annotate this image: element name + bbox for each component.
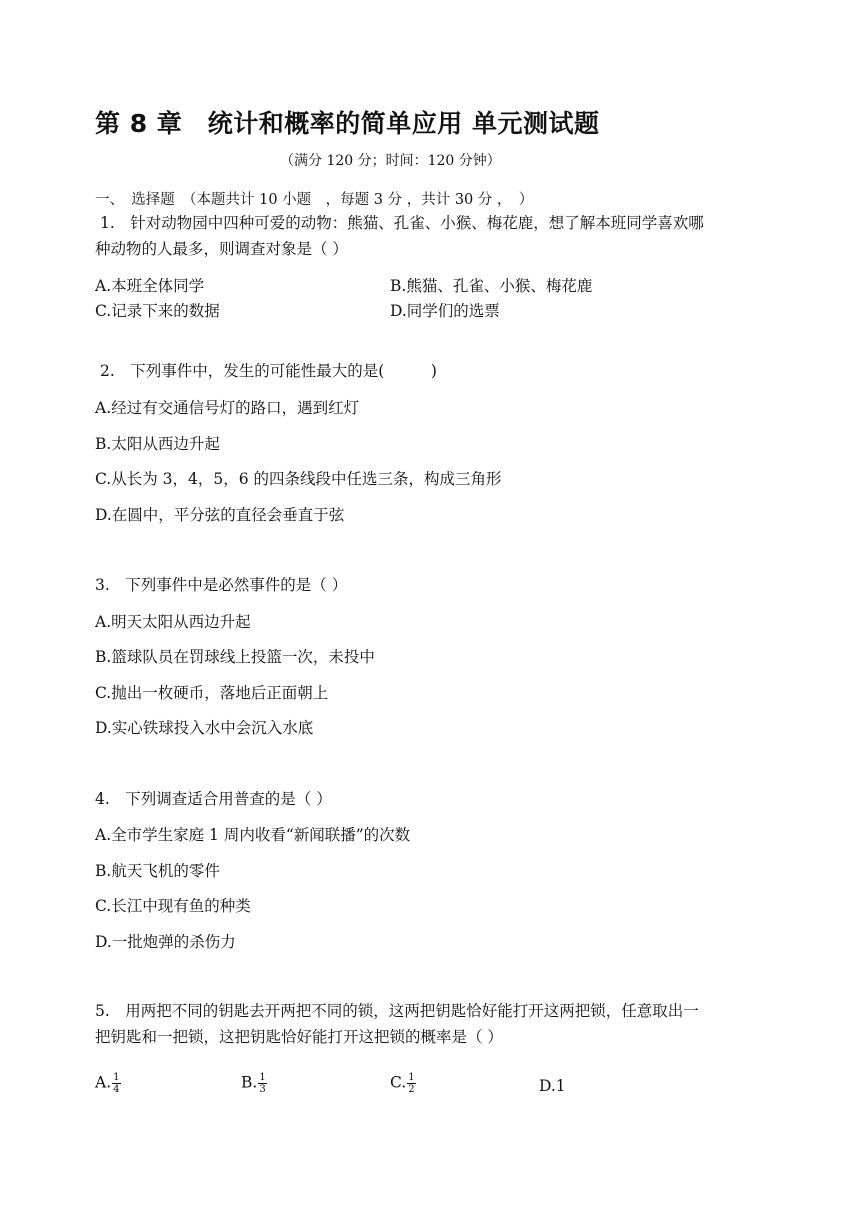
question-3-option-b[interactable]: B.篮球队员在罚球线上投篮一次，未投中 xyxy=(95,648,375,666)
fraction-one-half xyxy=(407,1072,415,1095)
question-1-line-1: 1. 针对动物园中四种可爱的动物：熊猫、孔雀、小猴、梅花鹿，想了解本班同学喜欢哪 xyxy=(100,214,704,232)
exam-info: （满分 120 分；时间：120 分钟） xyxy=(280,153,501,169)
option-a-prefix: A. xyxy=(95,1073,112,1092)
fraction-denominator: 3 xyxy=(259,1084,266,1095)
question-4-option-d[interactable]: D.一批炮弹的杀伤力 xyxy=(95,933,236,951)
fraction-numerator: 1 xyxy=(259,1072,266,1083)
question-5-line-1: 5. 用两把不同的钥匙去开两把不同的锁，这两把钥匙恰好能打开这两把锁，任意取出一 xyxy=(95,1002,699,1020)
question-1-option-c[interactable]: C.记录下来的数据 xyxy=(95,302,220,320)
question-5-option-a[interactable] xyxy=(95,1072,121,1095)
question-4-option-b[interactable]: B.航天飞机的零件 xyxy=(95,862,220,880)
question-4-stem: 4. 下列调查适合用普查的是（ ） xyxy=(95,790,332,808)
section-heading: 一、 选择题 （本题共计 10 小题 ，每题 3 分 ，共计 30 分 ， ） xyxy=(95,192,534,208)
question-1-line-2: 种动物的人最多，则调查对象是（ ） xyxy=(95,240,348,258)
question-3-option-c[interactable]: C.抛出一枚硬币，落地后正面朝上 xyxy=(95,684,329,702)
fraction-denominator: 4 xyxy=(113,1084,120,1095)
question-2-option-d[interactable]: D.在圆中，平分弦的直径会垂直于弦 xyxy=(95,506,345,524)
fraction-numerator: 1 xyxy=(113,1072,120,1083)
question-4-option-a[interactable]: A.全市学生家庭 1 周内收看“新闻联播”的次数 xyxy=(95,826,411,844)
fraction-one-third xyxy=(258,1072,266,1095)
page-title: 第 8 章 统计和概率的简单应用 单元测试题 xyxy=(95,109,600,138)
option-d-prefix: D.1 xyxy=(539,1077,566,1095)
question-3-stem: 3. 下列事件中是必然事件的是（ ） xyxy=(95,576,348,594)
question-1-option-b[interactable]: B.熊猫、孔雀、小猴、梅花鹿 xyxy=(390,277,593,295)
fraction-denominator: 2 xyxy=(408,1084,415,1095)
question-2-option-c[interactable]: C.从长为 3，4，5，6 的四条线段中任选三条，构成三角形 xyxy=(95,470,502,488)
question-4-option-c[interactable]: C.长江中现有鱼的种类 xyxy=(95,897,251,915)
question-2-stem: 2. 下列事件中，发生的可能性最大的是( ) xyxy=(100,362,437,380)
question-3-option-d[interactable]: D.实心铁球投入水中会沉入水底 xyxy=(95,719,314,737)
question-5-option-d[interactable] xyxy=(539,1077,566,1095)
question-5-line-2: 把钥匙和一把锁，这把钥匙恰好能打开这把锁的概率是（ ） xyxy=(95,1028,503,1046)
question-5-option-c[interactable] xyxy=(390,1072,416,1095)
fraction-numerator: 1 xyxy=(408,1072,415,1083)
option-c-prefix: C. xyxy=(390,1073,407,1092)
option-b-prefix: B. xyxy=(241,1073,258,1092)
question-1-option-a[interactable]: A.本班全体同学 xyxy=(95,277,205,295)
question-1-option-d[interactable]: D.同学们的选票 xyxy=(390,302,500,320)
question-2-option-a[interactable]: A.经过有交通信号灯的路口，遇到红灯 xyxy=(95,399,360,417)
question-5-option-b[interactable] xyxy=(241,1072,267,1095)
question-3-option-a[interactable]: A.明天太阳从西边升起 xyxy=(95,613,251,631)
fraction-one-quarter xyxy=(112,1072,120,1095)
question-2-option-b[interactable]: B.太阳从西边升起 xyxy=(95,435,220,453)
